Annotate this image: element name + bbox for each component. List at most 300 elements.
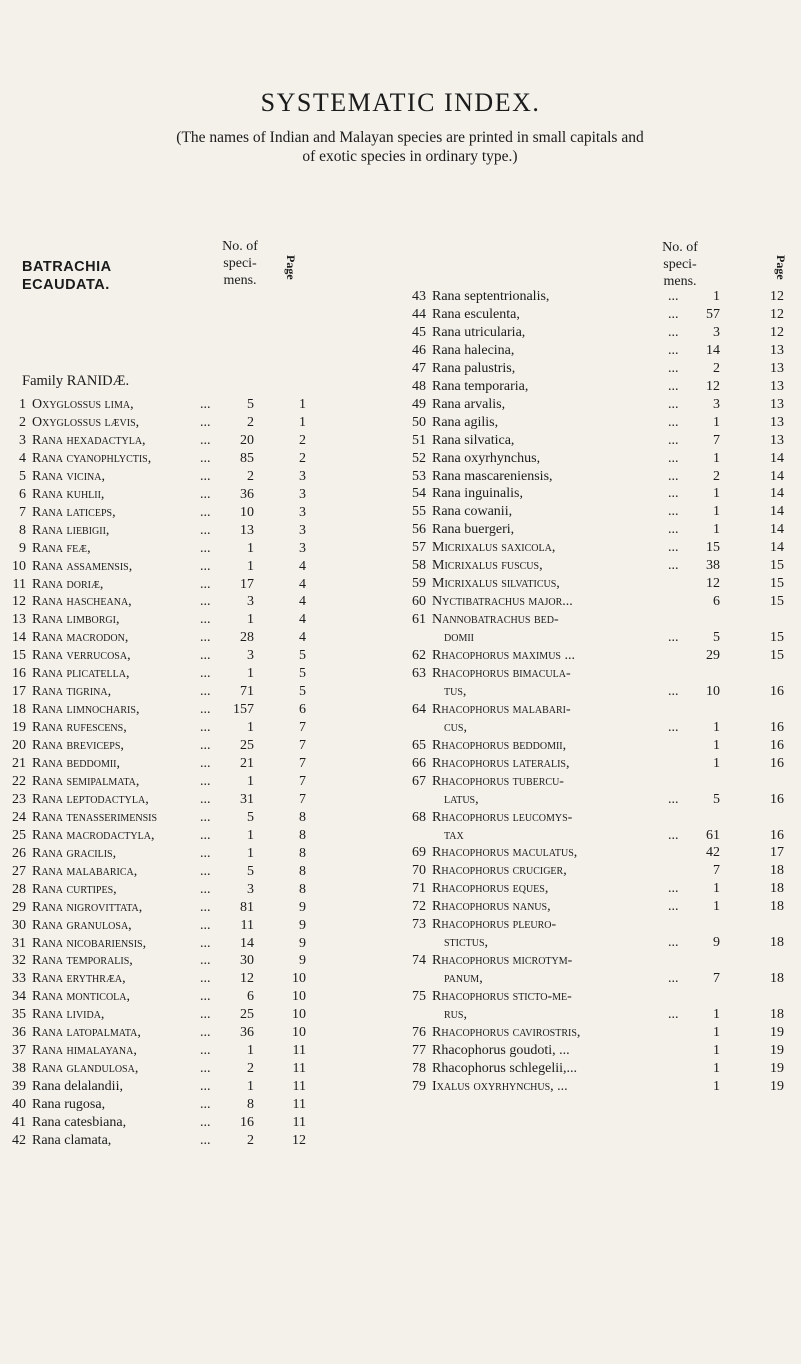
page-number: 11 — [292, 1097, 306, 1113]
leader-dots: ... — [200, 486, 211, 502]
leader-dots: ... — [200, 917, 211, 933]
specimen-count: 10 — [706, 683, 720, 699]
index-entry — [400, 809, 795, 827]
leader-dots: ... — [668, 450, 679, 466]
species-name: Rhacophorus pleuro- — [432, 917, 557, 933]
page-number: 11 — [292, 1043, 306, 1059]
leader-dots: ... — [200, 971, 211, 987]
specimen-count: 1 — [713, 899, 720, 915]
page-number: 5 — [299, 648, 306, 664]
index-entry — [400, 414, 795, 432]
leader-dots: ... — [200, 1025, 211, 1041]
specimen-count: 25 — [240, 738, 254, 754]
page-number: 9 — [299, 899, 306, 915]
specimen-count: 1 — [713, 486, 720, 502]
entry-number: 70 — [412, 863, 426, 879]
entry-number: 49 — [412, 396, 426, 412]
leader-dots: ... — [200, 1097, 211, 1113]
species-name: Rana erythræa, — [32, 971, 126, 987]
right-speci-header: speci- — [663, 257, 697, 272]
specimen-count: 25 — [240, 1007, 254, 1023]
specimen-count: 6 — [713, 594, 720, 610]
index-entry — [400, 898, 795, 916]
entry-number: 38 — [12, 1061, 26, 1077]
species-name: Rana septentrionalis, — [432, 289, 550, 304]
index-entry — [400, 988, 795, 1006]
index-entry — [400, 773, 795, 791]
index-entry — [400, 916, 795, 934]
species-name: Rana silvatica, — [432, 432, 515, 448]
index-entry — [0, 414, 320, 432]
index-entry — [400, 396, 795, 414]
entry-number: 51 — [412, 432, 426, 448]
index-entry — [0, 558, 320, 576]
specimen-count: 1 — [247, 1079, 254, 1095]
species-name: Rana cowanii, — [432, 504, 513, 520]
species-name: Rana tenasserimensis — [32, 809, 158, 825]
specimen-count: 1 — [247, 666, 254, 682]
page-number: 15 — [770, 630, 784, 646]
species-name: Rana breviceps, — [32, 738, 124, 754]
species-name: Rana assamensis, — [32, 558, 133, 574]
species-name: domii — [444, 630, 474, 646]
leader-dots: ... — [200, 809, 211, 825]
entry-number: 69 — [412, 845, 426, 861]
page-number: 15 — [770, 648, 784, 663]
left-page-header: Page — [284, 255, 298, 280]
species-name: Rana leptodactyla, — [32, 791, 149, 807]
leader-dots: ... — [668, 414, 679, 430]
specimen-count: 36 — [240, 1025, 254, 1041]
species-name: Oxyglossus lima, — [32, 397, 134, 412]
index-entry — [0, 863, 320, 881]
specimen-count: 3 — [247, 648, 254, 664]
specimen-count: 1 — [713, 289, 720, 304]
page-number: 16 — [770, 737, 784, 753]
leader-dots: ... — [668, 683, 679, 699]
specimen-count: 12 — [706, 378, 720, 394]
entry-number: 62 — [412, 648, 426, 663]
leader-dots: ... — [668, 791, 679, 807]
index-entry — [400, 719, 795, 737]
specimen-count: 29 — [706, 648, 720, 663]
species-name: Rana mascareniensis, — [432, 468, 553, 484]
specimen-count: 16 — [240, 1115, 254, 1130]
page-number: 12 — [770, 289, 784, 304]
species-name: Rana halecina, — [432, 342, 515, 358]
specimen-count: 36 — [240, 486, 254, 502]
index-entry — [400, 485, 795, 503]
entry-number: 12 — [12, 594, 26, 610]
right-mens-header: mens. — [663, 274, 697, 289]
entry-number: 7 — [19, 504, 26, 520]
species-name: Micrixalus saxicola, — [432, 540, 556, 556]
leader-dots: ... — [668, 719, 679, 735]
family-heading: Family RANIDÆ. — [22, 373, 130, 389]
page-number: 10 — [292, 971, 306, 987]
specimen-count: 1 — [247, 1043, 254, 1059]
specimen-count: 2 — [247, 1132, 254, 1148]
index-entry — [400, 503, 795, 521]
specimen-count: 1 — [713, 1060, 720, 1076]
species-name: Rana gracilis, — [32, 845, 117, 861]
entry-number: 52 — [412, 450, 426, 466]
index-entry — [0, 845, 320, 863]
entry-number: 20 — [12, 738, 26, 754]
specimen-count: 11 — [240, 917, 254, 933]
index-entry — [0, 522, 320, 540]
index-entry — [400, 970, 795, 988]
entry-number: 72 — [412, 899, 426, 915]
species-name: Micrixalus silvaticus, — [432, 576, 560, 592]
index-entry — [400, 1060, 795, 1078]
index-entry — [400, 862, 795, 880]
species-name: Rana cyanophlyctis, — [32, 450, 152, 466]
leader-dots: ... — [668, 935, 679, 951]
entry-number: 29 — [12, 899, 26, 915]
entry-number: 76 — [412, 1024, 426, 1040]
species-name: Rana nicobariensis, — [32, 935, 147, 951]
entry-number: 35 — [12, 1007, 26, 1023]
entry-number: 79 — [412, 1078, 426, 1094]
species-name: Rana tigrina, — [32, 684, 112, 700]
index-entry — [400, 629, 795, 647]
species-name: Micrixalus fuscus, — [432, 558, 543, 574]
specimen-count: 2 — [713, 360, 720, 376]
specimen-count: 3 — [713, 396, 720, 412]
index-entry — [400, 647, 795, 665]
specimen-count: 2 — [247, 468, 254, 484]
species-name: Rana hascheana, — [32, 594, 132, 610]
page-number: 11 — [292, 1061, 306, 1077]
leader-dots: ... — [200, 827, 211, 843]
species-name: Rhacophorus eques, — [432, 881, 549, 897]
species-name: Rana agilis, — [432, 414, 499, 430]
index-entry — [400, 557, 795, 575]
page-number: 13 — [770, 396, 784, 412]
species-name: Ixalus oxyrhynchus, ... — [432, 1078, 568, 1094]
species-name: Rhacophorus lateralis, — [432, 755, 570, 771]
species-name: Rhacophorus nanus, — [432, 899, 551, 915]
entry-number: 5 — [19, 468, 26, 484]
page-number: 10 — [292, 989, 306, 1005]
specimen-count: 1 — [247, 612, 254, 628]
entry-number: 31 — [12, 935, 26, 951]
page-number: 11 — [292, 1115, 306, 1130]
species-name: Rana himalayana, — [32, 1043, 137, 1059]
specimen-count: 1 — [713, 1078, 720, 1094]
index-entry — [400, 1078, 795, 1096]
entry-number: 25 — [12, 827, 26, 843]
leader-dots: ... — [200, 1115, 211, 1130]
index-entry — [0, 881, 320, 899]
species-name: Rana latopalmata, — [32, 1025, 141, 1041]
entry-number: 64 — [412, 701, 426, 717]
leader-dots: ... — [200, 953, 211, 969]
order-heading-line-2: ECAUDATA. — [22, 277, 110, 293]
entry-number: 28 — [12, 881, 26, 897]
specimen-count: 1 — [713, 450, 720, 466]
leader-dots: ... — [668, 432, 679, 448]
page-number: 4 — [299, 612, 306, 628]
entry-number: 27 — [12, 863, 26, 879]
species-name: tax — [444, 827, 464, 843]
index-entry — [0, 647, 320, 665]
species-name: Rana kuhlii, — [32, 486, 105, 502]
page-number: 16 — [770, 719, 784, 735]
species-name: Rhacophorus cavirostris, — [432, 1024, 581, 1040]
leader-dots: ... — [200, 720, 211, 736]
entry-number: 33 — [12, 971, 26, 987]
index-entry — [400, 1006, 795, 1024]
page-number: 8 — [299, 809, 306, 825]
leader-dots: ... — [200, 576, 211, 592]
index-entry — [0, 1096, 320, 1114]
index-entry — [400, 1042, 795, 1060]
species-name: Rhacophorus beddomii, — [432, 737, 567, 753]
entry-number: 4 — [19, 450, 26, 466]
page-number: 8 — [299, 881, 306, 897]
specimen-count: 1 — [713, 719, 720, 735]
species-name: Rana malabarica, — [32, 863, 138, 879]
leader-dots: ... — [200, 845, 211, 861]
index-entry — [400, 593, 795, 611]
entry-number: 65 — [412, 737, 426, 753]
species-name: Rhacophorus tubercu- — [432, 773, 564, 789]
index-entry — [0, 450, 320, 468]
index-entry — [0, 917, 320, 935]
entry-number: 23 — [12, 791, 26, 807]
leader-dots: ... — [200, 648, 211, 664]
entry-number: 55 — [412, 504, 426, 520]
entry-number: 15 — [12, 648, 26, 664]
entry-number: 1 — [19, 397, 26, 412]
leader-dots: ... — [200, 1007, 211, 1023]
type-note-line-2: of exotic species in ordinary type.) — [302, 148, 518, 165]
species-name: Rhacophorus malabari- — [432, 701, 571, 717]
page-number: 1 — [299, 397, 306, 412]
index-entry — [0, 629, 320, 647]
specimen-count: 1 — [713, 1007, 720, 1022]
index-entry — [400, 575, 795, 593]
specimen-count: 5 — [247, 863, 254, 879]
entry-number: 47 — [412, 360, 426, 376]
specimen-count: 14 — [240, 935, 254, 951]
type-note — [60, 128, 760, 166]
page-number: 6 — [299, 702, 306, 718]
index-entry — [0, 576, 320, 594]
page-number: 14 — [770, 504, 784, 520]
specimen-count: 1 — [713, 504, 720, 520]
leader-dots: ... — [668, 971, 679, 987]
index-entry — [400, 934, 795, 952]
specimen-count: 7 — [713, 863, 720, 879]
entry-number: 67 — [412, 773, 426, 789]
index-entry — [0, 1132, 320, 1150]
entry-number: 71 — [412, 881, 426, 897]
index-entry — [400, 880, 795, 898]
entry-number: 61 — [412, 612, 426, 628]
right-no-of-header: No. of — [662, 240, 698, 255]
specimen-count: 28 — [240, 630, 254, 646]
entry-number: 36 — [12, 1025, 26, 1041]
entry-number: 59 — [412, 576, 426, 592]
page-number: 10 — [292, 1025, 306, 1041]
species-name: Rana semipalmata, — [32, 773, 140, 789]
specimen-count: 21 — [240, 756, 254, 771]
specimen-count: 12 — [240, 971, 254, 987]
specimen-count: 3 — [247, 594, 254, 610]
species-name: Rana livida, — [32, 1007, 105, 1023]
specimen-count: 57 — [706, 306, 720, 322]
index-entry — [400, 827, 795, 845]
index-entry — [0, 935, 320, 953]
species-name: Rana inguinalis, — [432, 486, 523, 502]
index-entry — [400, 701, 795, 719]
specimen-count: 1 — [713, 755, 720, 771]
specimen-count: 1 — [247, 720, 254, 736]
page-number: 3 — [299, 504, 306, 520]
species-name: Rhacophorus maximus ... — [432, 648, 575, 663]
entry-number: 73 — [412, 917, 426, 933]
page-number: 18 — [770, 881, 784, 897]
specimen-count: 1 — [247, 845, 254, 861]
leader-dots: ... — [200, 540, 211, 556]
leader-dots: ... — [200, 414, 211, 430]
leader-dots: ... — [200, 630, 211, 646]
species-name: stictus, — [444, 935, 489, 951]
species-name: Rana laticeps, — [32, 504, 116, 520]
leader-dots: ... — [200, 935, 211, 951]
entry-number: 44 — [412, 306, 426, 322]
page-number: 9 — [299, 953, 306, 969]
index-entry — [0, 755, 320, 773]
specimen-count: 42 — [706, 845, 720, 861]
entry-number: 10 — [12, 558, 26, 574]
page-number: 5 — [299, 666, 306, 682]
species-name: Rana delalandii, — [32, 1079, 123, 1095]
specimen-count: 2 — [247, 414, 254, 430]
page-number: 1 — [299, 414, 306, 430]
page-number: 18 — [770, 863, 784, 879]
species-name: Rhacophorus sticto-me- — [432, 989, 572, 1005]
specimen-count: 3 — [247, 881, 254, 897]
index-entry — [400, 450, 795, 468]
right-page-header: Page — [774, 255, 788, 280]
species-name: Nyctibatrachus major... — [432, 594, 573, 610]
index-entry — [400, 378, 795, 396]
species-name: latus, — [444, 791, 479, 807]
specimen-count: 9 — [713, 935, 720, 951]
species-name: Rana limborgi, — [32, 612, 120, 628]
page-number: 12 — [770, 306, 784, 322]
order-heading-line-1: BATRACHIA — [22, 259, 112, 275]
entry-number: 17 — [12, 684, 26, 700]
species-name: Rhacophorus leucomys- — [432, 809, 573, 825]
index-entry — [400, 611, 795, 629]
page-number: 14 — [770, 540, 784, 556]
leader-dots: ... — [200, 899, 211, 915]
species-name: Rana hexadactyla, — [32, 432, 146, 448]
page-number: 9 — [299, 917, 306, 933]
index-entry — [400, 360, 795, 378]
species-name: Rhacophorus microtym- — [432, 953, 573, 969]
leader-dots: ... — [200, 989, 211, 1005]
leader-dots: ... — [200, 666, 211, 682]
index-entry — [0, 1060, 320, 1078]
leader-dots: ... — [200, 504, 211, 520]
species-name: Rana oxyrhynchus, — [432, 450, 541, 466]
entry-number: 66 — [412, 755, 426, 771]
entry-number: 24 — [12, 809, 26, 825]
index-entry — [400, 791, 795, 809]
specimen-count: 1 — [247, 540, 254, 556]
specimen-count: 1 — [247, 558, 254, 574]
page-number: 3 — [299, 468, 306, 484]
index-entry — [0, 1006, 320, 1024]
leader-dots: ... — [668, 522, 679, 538]
index-entry — [400, 288, 795, 306]
left-no-of-header: No. of — [222, 239, 258, 254]
entry-number: 78 — [412, 1060, 426, 1076]
entry-number: 30 — [12, 917, 26, 933]
page-number: 2 — [299, 432, 306, 448]
index-entry — [0, 809, 320, 827]
specimen-count: 85 — [240, 450, 254, 466]
specimen-count: 5 — [247, 397, 254, 412]
species-name: Rana verrucosa, — [32, 648, 131, 664]
leader-dots: ... — [200, 397, 211, 412]
entry-number: 6 — [19, 486, 26, 502]
page-number: 16 — [770, 827, 784, 843]
specimen-count: 6 — [247, 989, 254, 1005]
species-name: Rhacophorus cruciger, — [432, 863, 567, 879]
page-number: 15 — [770, 558, 784, 574]
leader-dots: ... — [200, 558, 211, 574]
page-number: 7 — [299, 756, 306, 771]
species-name: Rana arvalis, — [432, 396, 506, 412]
page-number: 18 — [770, 971, 784, 987]
specimen-count: 5 — [713, 791, 720, 807]
entry-number: 41 — [12, 1115, 26, 1130]
specimen-count: 3 — [713, 324, 720, 340]
index-entry — [0, 737, 320, 755]
page-number: 4 — [299, 576, 306, 592]
index-entry — [0, 1024, 320, 1042]
page-number: 13 — [770, 432, 784, 448]
entry-number: 50 — [412, 414, 426, 430]
species-name: Rana utricularia, — [432, 324, 526, 340]
leader-dots: ... — [668, 899, 679, 915]
page-number: 16 — [770, 791, 784, 807]
leader-dots: ... — [668, 827, 679, 843]
index-entry — [400, 539, 795, 557]
index-entry — [0, 773, 320, 791]
species-name: Rana catesbiana, — [32, 1115, 127, 1130]
index-entry — [0, 611, 320, 629]
index-entry — [0, 791, 320, 809]
index-entry — [0, 486, 320, 504]
page-number: 13 — [770, 378, 784, 394]
page-number: 14 — [770, 450, 784, 466]
index-entry — [0, 952, 320, 970]
leader-dots: ... — [668, 486, 679, 502]
page-number: 13 — [770, 360, 784, 376]
specimen-count: 38 — [706, 558, 720, 574]
entry-number: 9 — [19, 540, 26, 556]
page-number: 4 — [299, 594, 306, 610]
leader-dots: ... — [200, 791, 211, 807]
